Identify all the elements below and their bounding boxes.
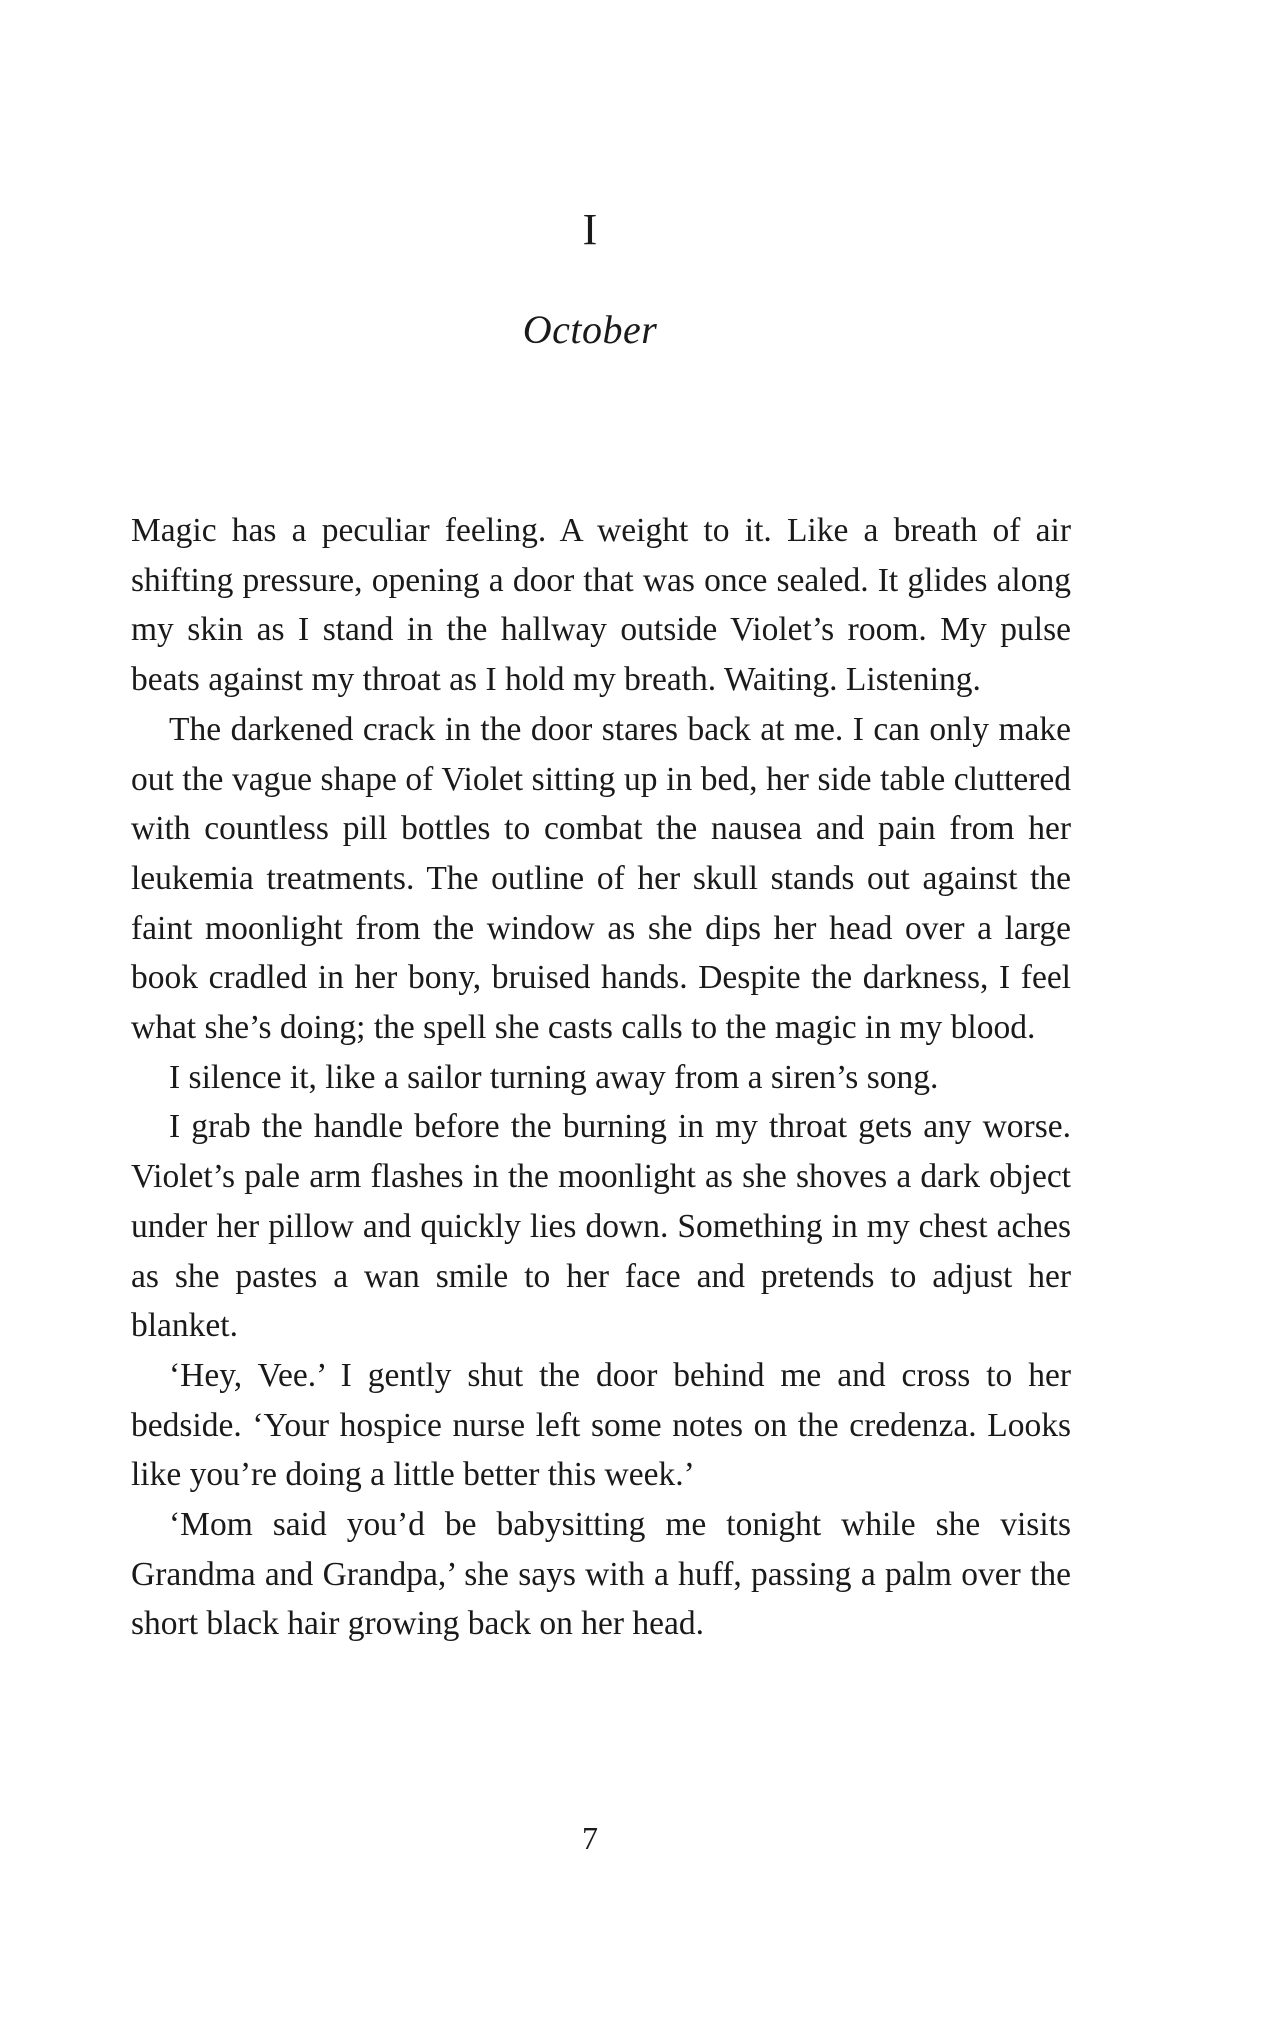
paragraph: Magic has a peculiar feeling. A weight to it. Like a breath of air shifting pressure, opening a door that was once sealed. It glides along my skin as I stand in the hallway outside Violet’s room. My pulse beats against my throat as I hold my breath. Waiting. Listening. — [131, 512, 1071, 699]
paragraph: ‘Hey, Vee.’ I gently shut the door behind me and cross to her bedside. ‘Your hospice nurse left some notes on the credenza. Looks like you’re doing a little better this week.’ — [131, 1356, 1071, 1494]
paragraph: The darkened crack in the door stares back at me. I can only make out the vague shape of Violet sitting up in bed, her side table cluttered with countless pill bottles to combat the nausea and pain from her leukemia treatments. The outline of her skull stands out against the faint moonlight from the window as she dips her head over a large book cradled in her bony, bruised hands. Despite the darkness, I feel what she’s doing; the spell she casts calls to the magic in my blood. — [131, 710, 1071, 1047]
paragraph: I silence it, like a sailor turning away from a siren’s song. — [169, 1058, 939, 1096]
chapter-number: I — [582, 205, 598, 254]
paragraph: I grab the handle before the burning in my throat gets any worse. Violet’s pale arm flashes in the moonlight as she shoves a dark object under her pillow and quickly lies down. Something in my chest aches as she pastes a wan smile to her face and pretends to adjust her blanket. — [131, 1108, 1071, 1345]
body-text — [131, 506, 1071, 1649]
page-number: 7 — [582, 1820, 598, 1856]
paragraph: ‘Mom said you’d be babysitting me tonight while she visits Grandma and Grandpa,’ she says with a huff, passing a palm over the short black hair growing back on her head. — [131, 1506, 1071, 1643]
chapter-title: October — [522, 307, 658, 352]
